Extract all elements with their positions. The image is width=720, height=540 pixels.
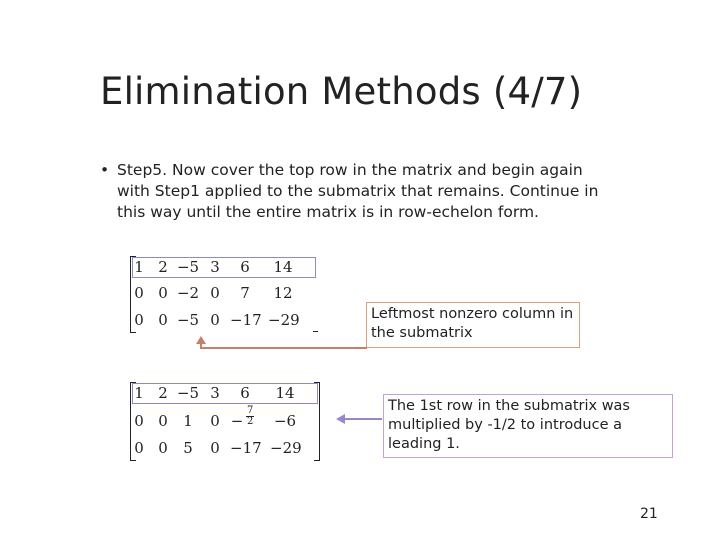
matrix-cell: 12 [273, 284, 293, 302]
matrix-cell: 1 [134, 384, 144, 402]
matrix-cell: 0 [158, 439, 168, 457]
matrix-2 [130, 382, 320, 462]
callout-first-row [383, 394, 673, 458]
matrix-cell: −17 [230, 439, 262, 457]
matrix-cell: 1 [134, 258, 144, 276]
fraction [246, 406, 254, 427]
matrix-cell: 0 [210, 412, 220, 430]
slide-title: Elimination Methods (4/7) [100, 70, 583, 113]
matrix-cell: 0 [158, 412, 168, 430]
matrix-cell: 7 [240, 284, 250, 302]
matrix-cell: 0 [210, 311, 220, 329]
fraction-denominator: 2 [247, 416, 254, 427]
matrix-cell: 3 [210, 258, 220, 276]
matrix-cell: 0 [158, 311, 168, 329]
callout-leftmost-column [366, 302, 580, 348]
arrow-left-icon [336, 414, 345, 424]
connector-line-horizontal [200, 347, 367, 349]
slide-number: 21 [640, 506, 658, 522]
matrix-cell: −29 [270, 439, 302, 457]
matrix-cell: 0 [134, 311, 144, 329]
matrix-cell: 6 [240, 258, 250, 276]
matrix-cell: 0 [134, 439, 144, 457]
matrix-cell: 0 [210, 439, 220, 457]
matrix-cell: 2 [158, 258, 168, 276]
arrow-up-icon [196, 336, 206, 344]
matrix-cell: −2 [176, 284, 200, 302]
matrix-cell: 0 [134, 284, 144, 302]
connector-line-purple [344, 418, 382, 420]
callout-first-row-text: The 1st row in the submatrix was multiplied by -1/2 to introduce a leading 1. [388, 398, 630, 452]
fraction-numerator: 7 [247, 405, 254, 416]
matrix-cell: 1 [183, 412, 193, 430]
matrix-cell: 3 [210, 384, 220, 402]
matrix-cell: 5 [183, 439, 193, 457]
matrix-cell: −5 [176, 311, 200, 329]
matrix-cell: 14 [275, 384, 295, 402]
matrix-cell: −17 [230, 311, 262, 329]
matrix-cell: −5 [176, 384, 200, 402]
matrix-cell: 2 [158, 384, 168, 402]
matrix-cell: 6 [240, 384, 250, 402]
matrix-cell: − [230, 412, 244, 430]
bullet-marker: • [100, 161, 110, 179]
matrix-cell: −29 [268, 311, 300, 329]
matrix-1 [130, 256, 318, 334]
matrix-cell: −5 [176, 258, 200, 276]
callout-leftmost-text: Leftmost nonzero column in the submatrix [371, 306, 574, 341]
matrix-cell: −6 [273, 412, 297, 430]
bullet-text: Step5. Now cover the top row in the matrix and begin again with Step1 applied to the submatrix that remains. Continue in this way until the entire matrix is in row-echelon form. [117, 161, 599, 221]
matrix-cell: 0 [158, 284, 168, 302]
matrix-cell: 0 [210, 284, 220, 302]
matrix-cell: 14 [273, 258, 293, 276]
matrix-cell: 0 [134, 412, 144, 430]
